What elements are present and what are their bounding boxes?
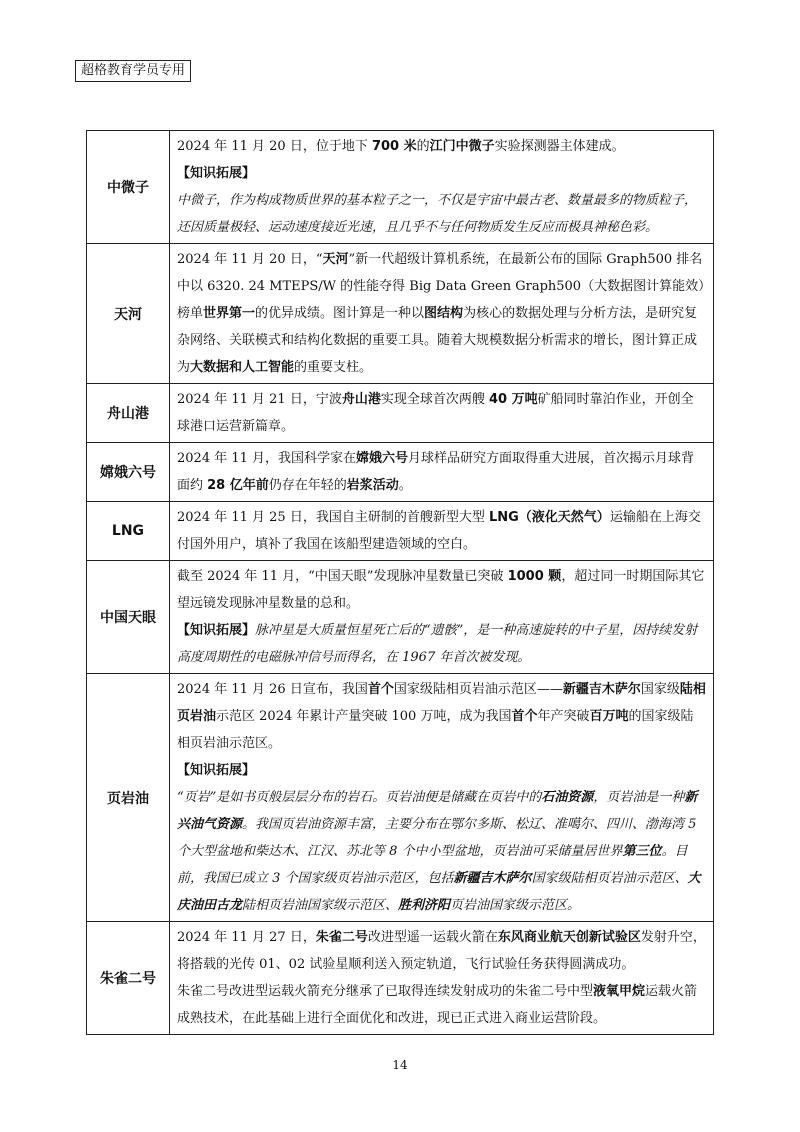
highlight-text: 胜利济阳: [398, 898, 451, 913]
highlight-text: 新兴油气资源: [177, 790, 698, 832]
text: 2024 年 11 月 26 日宣布，我国: [177, 682, 368, 697]
text: 国家级陆相页岩油示范区——: [393, 682, 563, 697]
table-row: [87, 131, 714, 244]
text: 的重要支柱。: [294, 360, 373, 375]
knowledge-label: 【知识拓展】: [177, 623, 256, 638]
highlight-text: 首个: [511, 709, 538, 724]
table-row: [87, 384, 714, 443]
highlight-text: 江门中微子: [429, 139, 495, 154]
term-cell: 嫦娥六号: [87, 443, 170, 502]
text: 的优异成绩。图计算是一种以: [255, 306, 425, 321]
text: 。我国页岩油资源丰富，主要分布在鄂尔多斯、松辽、准噶尔、四川、渤海湾 5 个大型盆地和柴达木、江汉、苏北等 8 个中小型盆地，页岩油可采储量居世界: [177, 817, 697, 859]
highlight-text: 东风商业航天创新试验区: [497, 930, 641, 945]
text: ，超过同一时期国际其它望远镜发现脉冲星数量的总和。: [177, 569, 705, 611]
header-label: 超格教育学员专用: [75, 60, 191, 82]
highlight-text: 700 米: [371, 139, 417, 154]
knowledge-paragraph: [177, 784, 706, 919]
highlight-text: 40 万吨: [489, 392, 538, 407]
text: 为核心的数据处理与分析方法，是研究复杂网络、关联模式和结构化数据的重要工具。随着大规模数据分析需求的增长，图计算正成为: [177, 306, 698, 375]
text: 2024 年 11 月 21 日，宁波: [177, 392, 342, 407]
highlight-text: 新疆吉木萨尔: [562, 682, 641, 697]
desc-cell: [170, 674, 714, 922]
desc-cell: [170, 443, 714, 502]
text: 2024 年 11 月 20 日，位于地下: [177, 139, 372, 154]
highlight-text: 天河: [322, 252, 349, 267]
text: 矿船同时靠泊作业，开创全球港口运营新篇章。: [177, 392, 694, 434]
highlight-text: 首个: [367, 682, 394, 697]
highlight-text: 图结构: [424, 306, 464, 321]
desc-cell: [170, 502, 714, 561]
text: 实现全球首次两艘: [380, 392, 489, 407]
news-table: [86, 130, 714, 1035]
highlight-text: 陆相页岩油: [177, 682, 706, 724]
text: 截至 2024 年 11 月，“中国天眼”发现脉冲星数量已突破: [177, 569, 508, 584]
term-cell: 中国天眼: [87, 561, 170, 674]
text: 。: [398, 478, 412, 493]
text: 国家级陆相页岩油示范区、: [531, 871, 688, 886]
text: 运输船在上海交付国外用户，填补了我国在该船型建造领域的空白。: [177, 510, 701, 552]
highlight-text: 新疆吉木萨尔: [453, 871, 532, 886]
highlight-text: 岩浆活动: [346, 478, 399, 493]
desc-cell: [170, 561, 714, 674]
text: 。目前，我国已成立 3 个国家级页岩油示范区，包括: [177, 844, 688, 886]
text: 示范区 2024 年累计产量突破 100 万吨，成为我国: [216, 709, 512, 724]
term-cell: 中微子: [87, 131, 170, 244]
table-row: [87, 561, 714, 674]
highlight-text: 液氧甲烷: [593, 984, 646, 999]
knowledge-paragraph: [177, 617, 706, 671]
highlight-text: 嫦娥六号: [356, 451, 409, 466]
text: 国家级: [640, 682, 680, 697]
desc-cell: [170, 244, 714, 384]
text: 2024 年 11 月，我国科学家在: [177, 451, 357, 466]
desc-cell: [170, 131, 714, 244]
text: 月球样品研究方面取得重大进展，首次揭示月球背面约: [177, 451, 695, 493]
text: 的: [416, 139, 430, 154]
table-row: [87, 443, 714, 502]
highlight-text: 1000 颗: [507, 569, 562, 584]
highlight-text: 石油资源: [541, 790, 594, 805]
page-number: 14: [392, 1058, 408, 1072]
table-row: [87, 922, 714, 1035]
text: 年产突破: [537, 709, 590, 724]
text: 运载火箭成熟技术，在此基础上进行全面优化和改进，现已正式进入商业运营阶段。: [177, 984, 698, 1026]
table-row: [87, 244, 714, 384]
term-cell: 天河: [87, 244, 170, 384]
highlight-text: 朱雀二号: [315, 930, 368, 945]
text: 仍存在年轻的: [268, 478, 347, 493]
highlight-text: 大庆油田古龙: [177, 871, 701, 913]
text: 脉冲星是大质量恒星死亡后的“遗骸”，是一种高速旋转的中子星，因持续发射高度周期性的电磁脉冲信号而得名，在 1967 年首次被发现。: [177, 623, 698, 665]
text: “页岩”是如书页般层层分布的岩石。页岩油便是储藏在页岩中的: [177, 790, 542, 805]
news-paragraph: [177, 924, 706, 978]
highlight-text: LNG（液化天然气）: [488, 510, 610, 525]
news-paragraph: [177, 676, 706, 757]
knowledge-label: 【知识拓展】: [177, 166, 256, 181]
highlight-text: 世界第一: [203, 306, 256, 321]
text: 2024 年 11 月 27 日，: [177, 930, 316, 945]
text: 页岩油国家级示范区。: [450, 898, 581, 913]
highlight-text: 第三位: [622, 844, 662, 859]
text: 实验探测器主体建成。: [494, 139, 625, 154]
knowledge-paragraph: 中微子，作为构成物质世界的基本粒子之一，不仅是宇宙中最古老、数量最多的物质粒子，还因质量极轻、运动速度接近光速，且几乎不与任何物质发生反应而极具神秘色彩。: [177, 193, 698, 235]
desc-cell: [170, 922, 714, 1035]
news-paragraph: [177, 445, 706, 499]
news-paragraph: [177, 133, 706, 160]
highlight-text: 28 亿年前: [207, 478, 269, 493]
news-paragraph: [177, 386, 706, 440]
term-cell: 朱雀二号: [87, 922, 170, 1035]
news-paragraph: [177, 563, 706, 617]
table-row: [87, 502, 714, 561]
news-paragraph: [177, 978, 706, 1032]
text: 改进型遥一运载火箭在: [367, 930, 498, 945]
desc-cell: [170, 384, 714, 443]
text: 的国家级陆相页岩油示范区。: [177, 709, 694, 751]
highlight-text: 大数据和人工智能: [190, 360, 295, 375]
knowledge-label: 【知识拓展】: [177, 763, 256, 778]
news-paragraph: [177, 246, 706, 381]
text: ”新一代超级计算机系统，在最新公布的国际 Graph500 排名中以 6320. 24 MTEPS/W 的性能夺得 Big Data Green Graph500（大数据图计算能效）榜单: [177, 252, 705, 321]
text: 陆相页岩油国家级示范区、: [242, 898, 399, 913]
text: 2024 年 11 月 25 日，我国自主研制的首艘新型大型: [177, 510, 489, 525]
text: ，页岩油是一种: [593, 790, 685, 805]
term-cell: 页岩油: [87, 674, 170, 922]
text: 发射升空，将搭载的光传 01、02 试验星顺利送入预定轨道，飞行试验任务获得圆满成功。: [177, 930, 706, 972]
news-paragraph: [177, 504, 706, 558]
term-cell: LNG: [87, 502, 170, 561]
term-cell: 舟山港: [87, 384, 170, 443]
text: 朱雀二号改进型运载火箭充分继承了已取得连续发射成功的朱雀二号中型: [177, 984, 594, 999]
table-row: [87, 674, 714, 922]
text: 2024 年 11 月 20 日，“: [177, 252, 323, 267]
highlight-text: 舟山港: [341, 392, 381, 407]
highlight-text: 百万吨: [589, 709, 629, 724]
